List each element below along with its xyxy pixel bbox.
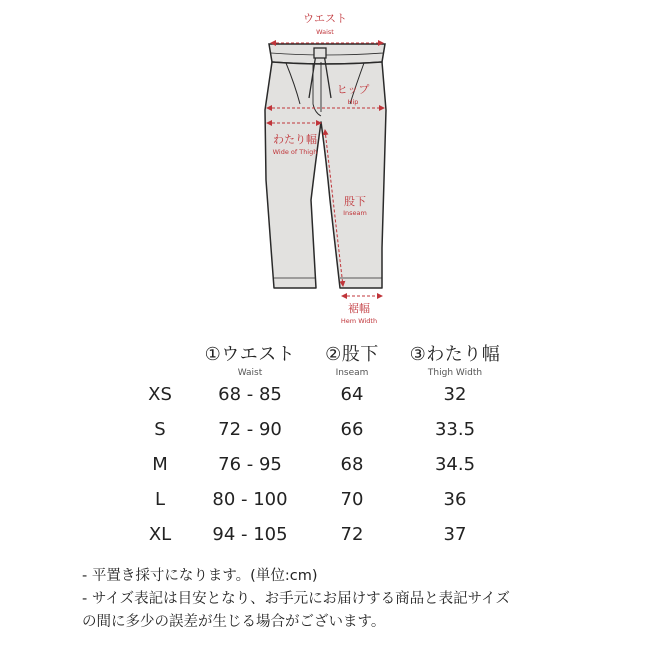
size-label: XL <box>148 524 172 545</box>
waist-label-ja: ウエスト <box>303 12 347 25</box>
inseam-value: 68 <box>340 454 364 475</box>
size-table <box>0 336 650 556</box>
note-line: - 平置き採寸になります。(単位:cm) <box>82 568 318 584</box>
header-inseam-ja: ②股下 <box>325 344 379 365</box>
size-label: XS <box>148 384 172 405</box>
header-inseam-en: Inseam <box>335 368 369 378</box>
hip-label-en: Hip <box>347 98 359 106</box>
note-line: - サイズ表記は目安となり、お手元にお届けする商品と表記サイズ <box>82 591 511 607</box>
inseam-value: 70 <box>340 489 364 510</box>
inseam-value: 66 <box>340 419 364 440</box>
header-waist <box>190 340 310 378</box>
size-label: M <box>152 454 168 475</box>
thigh-value: 33.5 <box>434 419 476 440</box>
header-waist-ja: ①ウエスト <box>204 344 296 365</box>
note-line: の間に多少の誤差が生じる場合がございます。 <box>82 614 386 630</box>
size-label: S <box>154 419 166 440</box>
hem-label-ja: 裾幅 <box>348 302 370 315</box>
inseam-label-ja: 股下 <box>344 195 366 208</box>
inseam-label-en: Inseam <box>343 209 367 217</box>
header-thigh <box>400 340 510 378</box>
hem-label-en: Hem Width <box>340 317 378 325</box>
thigh-value: 32 <box>443 384 467 405</box>
size-label: L <box>154 489 166 510</box>
thigh-value: 36 <box>443 489 467 510</box>
inseam-value: 72 <box>340 524 364 545</box>
waist-value: 80 - 100 <box>212 489 288 510</box>
waist-label-en: Waist <box>316 28 334 36</box>
notes <box>82 565 622 634</box>
thigh-label-en: Wide of Thigh <box>272 148 318 156</box>
thigh-value: 37 <box>443 524 467 545</box>
hip-label-ja: ヒップ <box>336 83 370 96</box>
pants-illustration <box>265 44 386 288</box>
thigh-value: 34.5 <box>434 454 476 475</box>
thigh-label-ja: わたり幅 <box>273 133 317 146</box>
waist-value: 76 - 95 <box>218 454 282 475</box>
header-inseam <box>312 340 392 378</box>
waist-value: 94 - 105 <box>212 524 288 545</box>
header-thigh-ja: ③わたり幅 <box>409 344 501 365</box>
header-waist-en: Waist <box>237 368 263 378</box>
header-thigh-en: Thigh Width <box>427 368 483 378</box>
inseam-value: 64 <box>340 384 364 405</box>
waist-value: 72 - 90 <box>218 419 282 440</box>
waist-value: 68 - 85 <box>218 384 282 405</box>
